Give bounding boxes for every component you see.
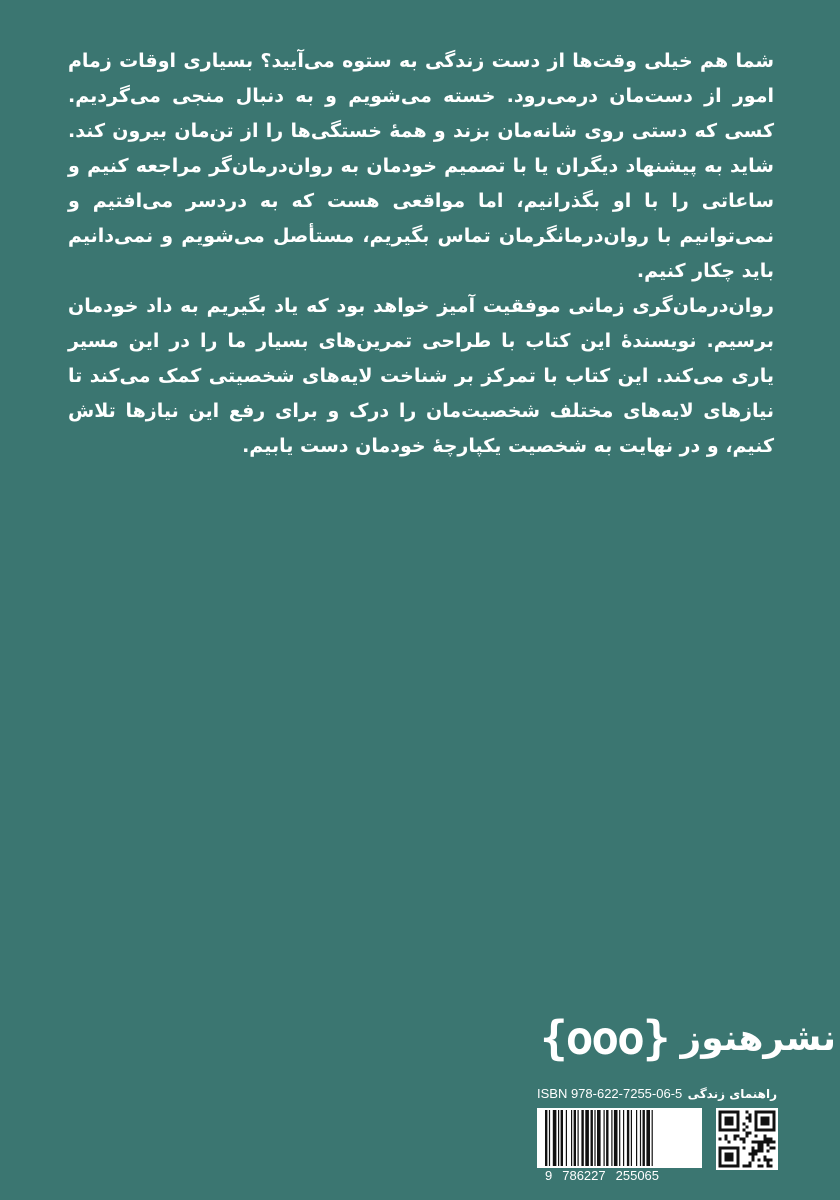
series-label: راهنمای زندگی bbox=[687, 1086, 777, 1101]
barcode-digits-middle: 786227 bbox=[562, 1168, 606, 1183]
back-cover-blurb bbox=[68, 44, 774, 464]
isbn-row bbox=[537, 1086, 777, 1101]
qr-code bbox=[716, 1108, 778, 1170]
isbn-number: ISBN 978-622-7255-06-5 bbox=[537, 1086, 683, 1101]
publisher-logo-mark: {ooo} bbox=[540, 1011, 669, 1065]
barcode-digits-last: 255065 bbox=[615, 1168, 660, 1183]
qr-code-icon bbox=[716, 1108, 778, 1170]
publisher-name: نشرهنوز bbox=[680, 1017, 836, 1059]
blurb-paragraph-2: روان‌درمان‌گری زمانی موفقیت آمیز خواهد بود که یاد بگیریم به داد خودمان برسیم. نویسندهٔ این کتاب با طراحی تمرین‌های بسیار ما را در این مسیر یاری می‌کند. این کتاب با تمرکز بر شناخت لایه‌های شخصیتی کمک می‌کند تا نیازهای لایه‌های مختلف شخصیت‌مان را درک و برای رفع این نیازها تلاش کنیم، و در نهایت به شخصیت یکپارچهٔ خودمان دست یابیم. bbox=[68, 295, 774, 457]
barcode bbox=[537, 1108, 702, 1168]
barcode-digits bbox=[537, 1168, 702, 1183]
barcode-digit-first: 9 bbox=[545, 1168, 553, 1183]
blurb-paragraph-1: شما هم خیلی وقت‌ها از دست زندگی به ستوه می‌آیید؟ بسیاری اوقات زمام امور از دست‌مان در‌می‌رود. خسته می‌شویم و به دنبال منجی می‌گردیم. کسی که دستی روی شانه‌مان بزند و همهٔ خستگی‌ها را از تن‌مان بیرون کند. شاید به پیشنهاد دیگران یا با تصمیم خودمان به روان‌درمان‌گر مراجعه کنیم و ساعاتی را با او بگذرانیم، اما مواقعی هست که به دردسر می‌افتیم و نمی‌توانیم با روان‌درمانگرمان تماس بگیریم، مستأصل می‌شویم و نمی‌دانیم باید چکار کنیم. bbox=[68, 50, 774, 282]
publisher-logo bbox=[540, 1010, 836, 1066]
barcode-icon bbox=[537, 1108, 702, 1168]
